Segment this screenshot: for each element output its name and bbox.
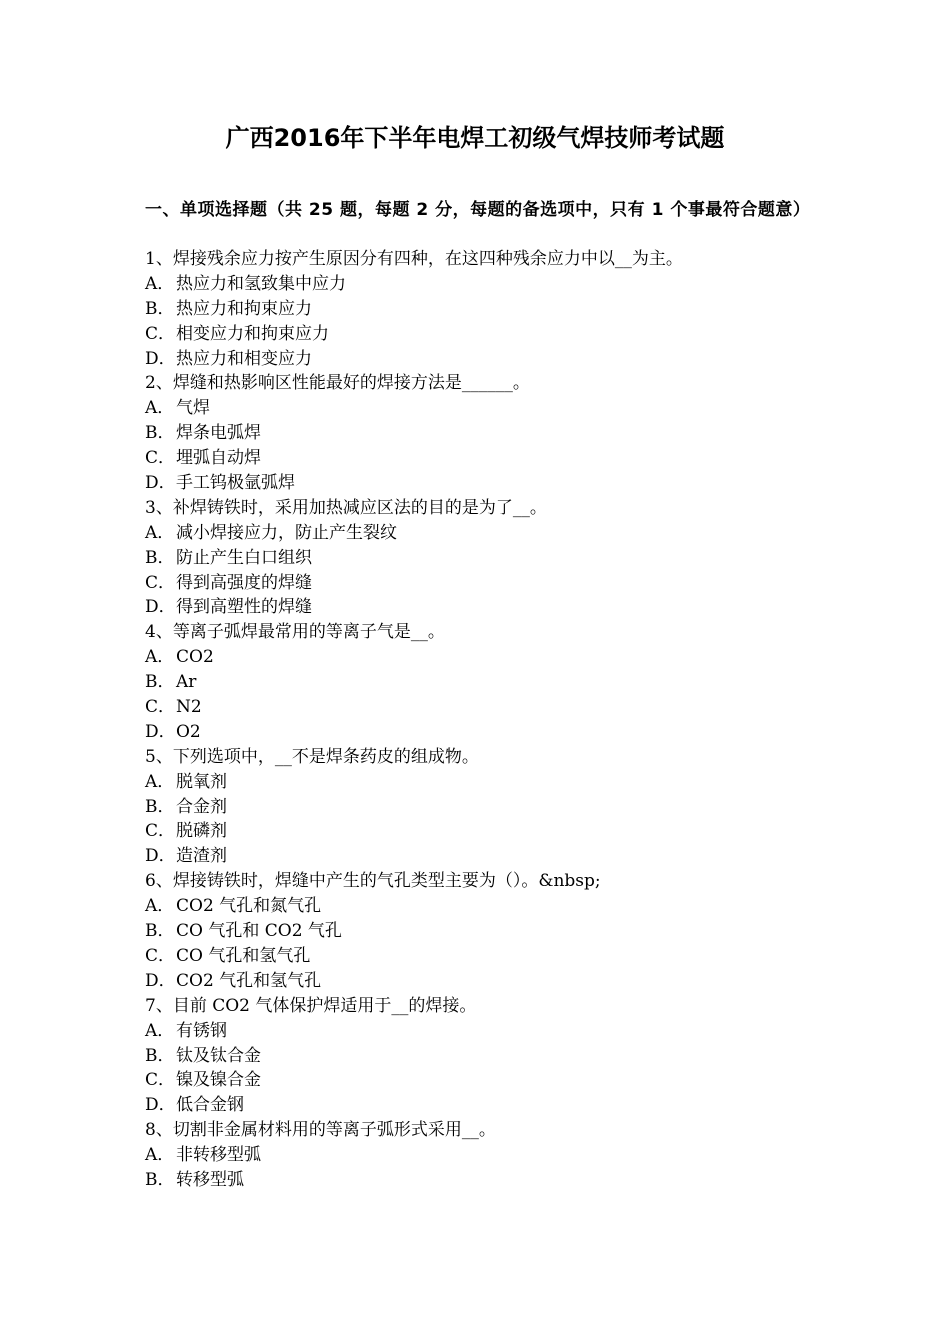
answer-option — [145, 894, 810, 919]
answer-option — [145, 521, 810, 546]
answer-option — [145, 695, 810, 720]
answer-option — [145, 1019, 810, 1044]
option-text: 镍及镍合金 — [176, 1070, 261, 1091]
answer-option — [145, 670, 810, 695]
answer-option — [145, 844, 810, 869]
answer-option — [145, 297, 810, 322]
option-text: 非转移型弧 — [176, 1145, 261, 1166]
answer-option — [145, 1143, 810, 1168]
section-heading: 一、单项选择题（共 25 题，每题 2 分，每题的备选项中，只有 1 个事最符合题意） — [145, 200, 811, 220]
option-text: 减小焊接应力，防止产生裂纹 — [176, 522, 397, 543]
question-stem: 7、目前 CO2 气体保护焊适用于__的焊接。 — [145, 995, 477, 1016]
option-text: CO2 — [176, 647, 214, 668]
option-text: CO 气孔和 CO2 气孔 — [176, 921, 342, 942]
answer-option — [145, 272, 810, 297]
option-text: 脱氧剂 — [176, 771, 227, 792]
option-letter: A． — [145, 1145, 175, 1166]
answer-option — [145, 1068, 810, 1093]
question-stem: 4、等离子弧焊最常用的等离子气是__。 — [145, 622, 445, 643]
option-text: 相变应力和拘束应力 — [176, 323, 329, 344]
option-text: 热应力和拘束应力 — [176, 298, 312, 319]
answer-option — [145, 347, 810, 372]
answer-option — [145, 595, 810, 620]
answer-option — [145, 645, 810, 670]
option-text: CO2 气孔和氢气孔 — [176, 970, 322, 991]
option-letter: B． — [145, 423, 175, 444]
answer-option — [145, 795, 810, 820]
option-text: 转移型弧 — [176, 1169, 244, 1190]
question-stem: 2、焊缝和热影响区性能最好的焊接方法是______。 — [145, 373, 530, 394]
option-text: 有锈钢 — [176, 1020, 227, 1041]
option-letter: B． — [145, 1045, 175, 1066]
document-title: 广西2016年下半年电焊工初级气焊技师考试题 — [225, 124, 725, 152]
option-text: 埋弧自动焊 — [176, 448, 261, 469]
option-text: O2 — [176, 721, 201, 742]
question-stem: 3、补焊铸铁时，采用加热减应区法的目的是为了__。 — [145, 497, 547, 518]
answer-option — [145, 919, 810, 944]
option-letter: B． — [145, 298, 175, 319]
option-letter: C． — [145, 697, 176, 718]
option-letter: D． — [145, 473, 176, 494]
option-text: 合金剂 — [176, 796, 227, 817]
answer-option — [145, 546, 810, 571]
option-text: 得到高塑性的焊缝 — [176, 597, 312, 618]
answer-option — [145, 571, 810, 596]
option-text: Ar — [176, 672, 197, 693]
option-letter: A． — [145, 1020, 175, 1041]
option-text: CO 气孔和氢气孔 — [176, 945, 311, 966]
option-letter: A． — [145, 771, 175, 792]
option-text: 热应力和氢致集中应力 — [176, 273, 346, 294]
option-letter: C． — [145, 323, 176, 344]
option-letter: B． — [145, 672, 175, 693]
option-text: 热应力和相变应力 — [176, 348, 312, 369]
option-letter: C． — [145, 821, 176, 842]
option-letter: B． — [145, 796, 175, 817]
question-stem: 1、焊接残余应力按产生原因分有四种，在这四种残余应力中以__为主。 — [145, 249, 683, 269]
option-text: 焊条电弧焊 — [176, 423, 261, 444]
option-letter: A． — [145, 896, 175, 917]
answer-option — [145, 720, 810, 745]
option-letter: D． — [145, 721, 176, 742]
option-letter: A． — [145, 522, 175, 543]
answer-option — [145, 1044, 810, 1069]
option-text: 防止产生白口组织 — [176, 547, 312, 568]
option-letter: D． — [145, 597, 176, 618]
option-text: 造渣剂 — [176, 846, 227, 867]
option-text: 低合金钢 — [176, 1095, 244, 1116]
option-text: 得到高强度的焊缝 — [176, 572, 312, 593]
option-text: 脱磷剂 — [176, 821, 227, 842]
answer-option — [145, 421, 810, 446]
option-letter: D． — [145, 970, 176, 991]
option-letter: B． — [145, 1169, 175, 1190]
option-letter: A． — [145, 647, 175, 668]
option-letter: B． — [145, 921, 175, 942]
answer-option — [145, 322, 810, 347]
option-text: N2 — [176, 697, 202, 718]
option-letter: C． — [145, 448, 176, 469]
option-text: 钛及钛合金 — [176, 1045, 261, 1066]
question-stem: 6、焊接铸铁时，焊缝中产生的气孔类型主要为（）。&nbsp; — [145, 871, 601, 892]
answer-option — [145, 396, 810, 421]
answer-option — [145, 1093, 810, 1118]
answer-option — [145, 819, 810, 844]
option-letter: B． — [145, 547, 175, 568]
question-stem: 5、下列选项中，__不是焊条药皮的组成物。 — [145, 746, 479, 767]
answer-option — [145, 770, 810, 795]
answer-option — [145, 969, 810, 994]
question-list — [145, 247, 810, 1193]
question-stem: 8、切割非金属材料用的等离子弧形式采用__。 — [145, 1120, 496, 1141]
answer-option — [145, 471, 810, 496]
option-text: 手工钨极氩弧焊 — [176, 473, 295, 494]
option-letter: C． — [145, 572, 176, 593]
option-text: CO2 气孔和氮气孔 — [176, 896, 322, 917]
option-letter: D． — [145, 1095, 176, 1116]
answer-option — [145, 1168, 810, 1193]
answer-option — [145, 944, 810, 969]
answer-option — [145, 446, 810, 471]
option-letter: C． — [145, 1070, 176, 1091]
option-letter: D． — [145, 846, 176, 867]
option-text: 气焊 — [176, 398, 210, 419]
option-letter: D． — [145, 348, 176, 369]
option-letter: A． — [145, 398, 175, 419]
option-letter: C． — [145, 945, 176, 966]
option-letter: A． — [145, 273, 175, 294]
